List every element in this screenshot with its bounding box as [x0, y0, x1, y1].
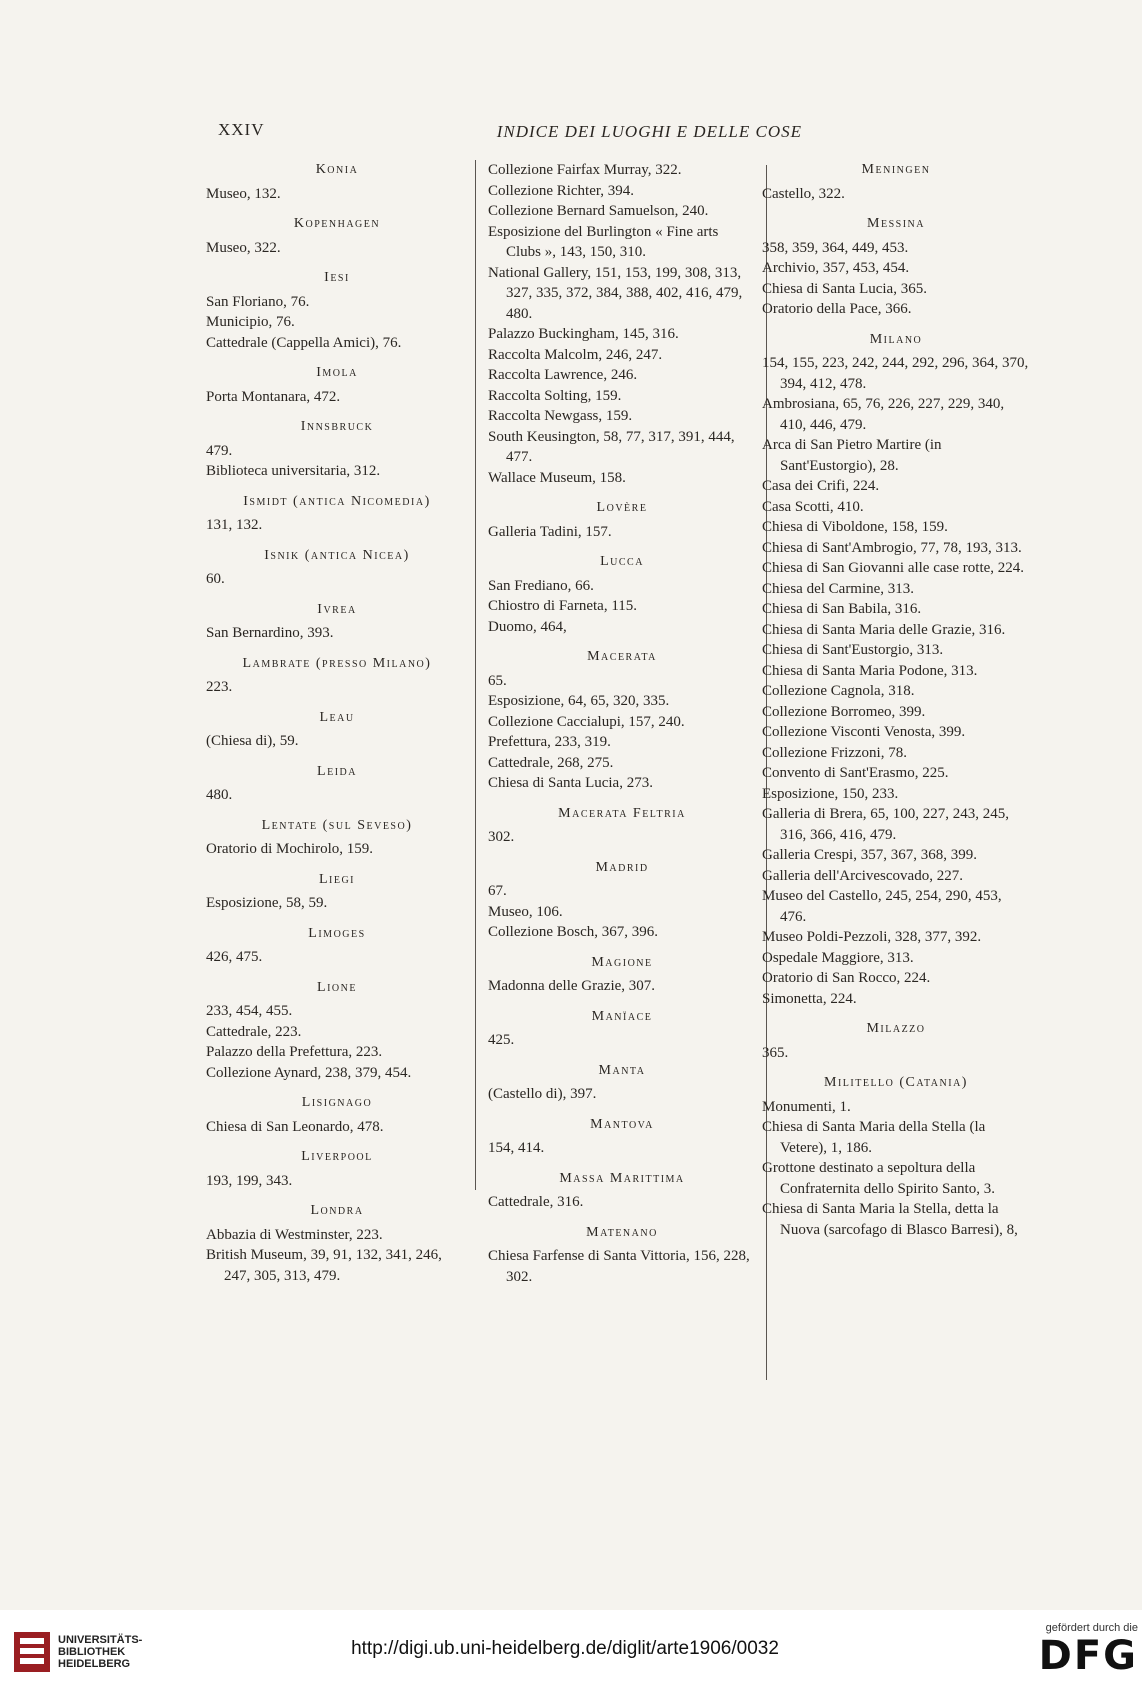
index-entry: Collezione Cagnola, 318. [762, 683, 915, 699]
index-entry: Casa Scotti, 410. [762, 498, 864, 515]
place-heading: Lambrate (presso Milano) [242, 655, 432, 671]
index-column-1 [206, 160, 468, 1286]
index-entry: Museo Poldi-Pezzoli, 328, 377, 392. [762, 929, 982, 945]
index-entry: Collezione Borromeo, 399. [762, 703, 926, 720]
index-entry: Esposizione, 150, 233. [762, 785, 899, 802]
index-entry: Collezione Fairfax Murray, 322. [488, 162, 682, 178]
place-heading: Kopenhagen [293, 216, 381, 231]
column-divider [475, 160, 476, 1190]
index-column-2 [488, 160, 756, 1287]
index-entry: 154, 155, 223, 242, 244, 292, 296, 364, 370, 394, 412, 478. [762, 355, 1029, 392]
place-heading: Madrid [595, 859, 649, 875]
index-entry: San Frediano, 66. [488, 577, 594, 594]
index-entry: Cattedrale, 316. [488, 1194, 584, 1210]
index-entry: Chiesa di San Giovanni alle case rotte, 224. [762, 560, 1025, 576]
place-heading: Lione [317, 979, 357, 995]
index-entry: Grottone destinato a sepoltura della Confraternita dello Spirito Santo, 3. [762, 1160, 995, 1197]
index-entry: Raccolta Malcolm, 246, 247. [488, 346, 663, 363]
index-entry: Collezione Frizzoni, 78. [762, 744, 907, 761]
library-seal-icon [12, 1630, 52, 1674]
index-entry: (Castello di), 397. [488, 1086, 597, 1102]
place-heading: Massa Marittima [559, 1170, 685, 1186]
index-entry: San Floriano, 76. [206, 293, 310, 310]
index-entry: Oratorio della Pace, 366. [762, 301, 912, 317]
index-entry: Chiesa di Santa Maria della Stella (la Vetere), 1, 186. [762, 1119, 986, 1156]
index-entry: Chiesa Farfense di Santa Vittoria, 156, 228, 302. [488, 1248, 750, 1285]
index-entry: Municipio, 76. [206, 314, 295, 330]
place-heading: Lovère [596, 500, 648, 515]
index-entry: South Keusington, 58, 77, 317, 391, 444, 477. [488, 428, 735, 465]
index-entry: 193, 199, 343. [206, 1172, 293, 1189]
place-heading: Mantova [590, 1116, 654, 1132]
index-entry: Chiesa di San Leonardo, 478. [206, 1118, 384, 1135]
place-heading: Limoges [308, 925, 366, 941]
index-entry: Collezione Visconti Venosta, 399. [762, 724, 966, 740]
place-heading: Militello (Catania) [824, 1075, 968, 1090]
index-entry: Chiesa di Sant'Ambrogio, 77, 78, 193, 313. [762, 539, 1022, 556]
index-entry: Duomo, 464, [488, 618, 567, 635]
index-entry: 65. [488, 672, 507, 689]
index-entry: Museo del Castello, 245, 254, 290, 453, 476. [762, 888, 1002, 925]
index-entry: Raccolta Solting, 159. [488, 387, 622, 404]
index-entry: Abbazia di Westminster, 223. [206, 1226, 383, 1243]
index-entry: 223. [206, 679, 233, 695]
index-entry: Cattedrale, 268, 275. [488, 754, 614, 771]
index-entry: Chiesa di Santa Maria la Stella, detta la Nuova (sarcofago di Blasco Barresi), 8, [762, 1201, 1018, 1238]
index-entry: Museo, 322. [206, 239, 281, 256]
place-heading: Lentate (sul Seveso) [261, 817, 413, 833]
index-entry: 60. [206, 571, 225, 587]
index-entry: Porta Montanara, 472. [206, 388, 341, 405]
place-heading: Ismidt (antica Nicomedia) [243, 493, 431, 509]
index-entry: Collezione Caccialupi, 157, 240. [488, 713, 685, 730]
index-entry: Galleria di Brera, 65, 100, 227, 243, 245, 316, 366, 416, 479. [762, 806, 1010, 843]
footer-bar [0, 1610, 1142, 1697]
place-heading: Leau [319, 709, 355, 725]
index-entry: 425. [488, 1032, 515, 1048]
index-entry: Museo, 106. [488, 903, 563, 920]
place-heading: Ivrea [317, 601, 357, 617]
index-entry: Chiesa di Santa Maria Podone, 313. [762, 662, 978, 679]
index-entry: 233, 454, 455. [206, 1003, 293, 1019]
dfg-logo-icon: DFG [1038, 1633, 1138, 1679]
place-heading: Milazzo [866, 1021, 926, 1036]
index-entry: Esposizione del Burlington « Fine arts Clubs », 143, 150, 310. [488, 223, 719, 260]
index-entry: Biblioteca universitaria, 312. [206, 463, 381, 479]
index-entry: Monumenti, 1. [762, 1098, 851, 1115]
index-entry: Prefettura, 233, 319. [488, 734, 611, 750]
place-heading: Konia [315, 162, 359, 177]
index-entry: Cattedrale, 223. [206, 1023, 302, 1040]
index-entry: Castello, 322. [762, 185, 845, 202]
place-heading: Manïace [591, 1008, 653, 1024]
index-entry: Archivio, 357, 453, 454. [762, 260, 910, 276]
place-heading: Meningen [861, 162, 931, 177]
index-entry: Museo, 132. [206, 185, 281, 202]
funder-label: gefördert durch die [1045, 1622, 1138, 1634]
index-entry: Chiesa di Sant'Eustorgio, 313. [762, 642, 944, 658]
index-entry: 479. [206, 442, 233, 459]
index-entry: 358, 359, 364, 449, 453. [762, 239, 909, 256]
index-entry: 365. [762, 1044, 789, 1061]
place-heading: Iesi [324, 270, 350, 285]
index-entry: Collezione Aynard, 238, 379, 454. [206, 1064, 412, 1081]
index-entry: Esposizione, 64, 65, 320, 335. [488, 693, 670, 709]
funder-logo[interactable] [1010, 1622, 1138, 1692]
index-entry: Chiesa di Santa Lucia, 365. [762, 280, 927, 297]
index-entry: Wallace Museum, 158. [488, 469, 626, 486]
index-entry: Chiostro di Farneta, 115. [488, 598, 638, 614]
index-entry: Chiesa di Santa Maria delle Grazie, 316. [762, 621, 1006, 638]
index-entry: Casa dei Crifi, 224. [762, 478, 880, 494]
index-entry: Collezione Richter, 394. [488, 182, 635, 199]
index-entry: 426, 475. [206, 949, 263, 965]
index-entry: 131, 132. [206, 517, 263, 533]
index-entry: Chiesa del Carmine, 313. [762, 580, 915, 597]
index-entry: Arca di San Pietro Martire (in Sant'Eustorgio), 28. [762, 437, 942, 474]
place-heading: Lisignago [301, 1095, 373, 1110]
place-heading: Magione [591, 954, 653, 970]
page-number: XXIV [218, 120, 265, 139]
index-entry: 67. [488, 883, 507, 899]
index-entry: 154, 414. [488, 1140, 545, 1156]
place-heading: Lucca [600, 554, 644, 569]
index-entry: Cattedrale (Cappella Amici), 76. [206, 334, 402, 351]
index-column-3 [762, 160, 1030, 1240]
index-entry: Esposizione, 58, 59. [206, 895, 328, 911]
library-logo[interactable] [12, 1628, 162, 1678]
index-entry: Collezione Bosch, 367, 396. [488, 924, 658, 940]
place-heading: Innsbruck [300, 419, 374, 434]
index-entry: 480. [206, 787, 233, 803]
index-entry: Simonetta, 224. [762, 990, 857, 1007]
index-entry: Ospedale Maggiore, 313. [762, 949, 914, 966]
place-heading: Liegi [318, 871, 356, 887]
index-entry: San Bernardino, 393. [206, 625, 334, 641]
page-header [218, 120, 802, 150]
index-entry: Galleria Crespi, 357, 367, 368, 399. [762, 847, 977, 863]
index-entry: Raccolta Newgass, 159. [488, 408, 633, 424]
place-heading: Macerata [587, 649, 657, 664]
index-entry: British Museum, 39, 91, 132, 341, 246, 247, 305, 313, 479. [206, 1247, 442, 1284]
index-entry: Collezione Bernard Samuelson, 240. [488, 203, 709, 219]
index-entry: Palazzo della Prefettura, 223. [206, 1044, 383, 1060]
place-heading: Milano [869, 331, 923, 347]
library-name: UNIVERSITÄTS- BIBLIOTHEK HEIDELBERG [58, 1634, 143, 1670]
place-heading: Manta [598, 1062, 646, 1078]
place-heading: Leida [317, 763, 357, 779]
source-url-link[interactable]: http://digi.ub.uni-heidelberg.de/diglit/arte1906/0032 [351, 1638, 779, 1659]
place-heading: Matenano [586, 1224, 658, 1240]
index-entry: Chiesa di San Babila, 316. [762, 601, 922, 617]
index-entry: Chiesa di Santa Lucia, 273. [488, 775, 653, 791]
index-entry: Oratorio di San Rocco, 224. [762, 970, 931, 986]
index-entry: Galleria dell'Arcivescovado, 227. [762, 867, 963, 884]
place-heading: Imola [316, 365, 358, 380]
place-heading: Isnik (antica Nicea) [264, 547, 410, 563]
index-entry: Raccolta Lawrence, 246. [488, 367, 638, 383]
index-entry: Chiesa di Viboldone, 158, 159. [762, 519, 948, 535]
place-heading: Liverpool [301, 1149, 373, 1164]
index-entry: Oratorio di Mochirolo, 159. [206, 841, 374, 857]
running-title: INDICE DEI LUOGHI E DELLE COSE [496, 122, 802, 141]
place-heading: Londra [310, 1203, 364, 1218]
index-entry: Ambrosiana, 65, 76, 226, 227, 229, 340, 410, 446, 479. [762, 396, 1005, 433]
index-entry: Convento di Sant'Erasmo, 225. [762, 765, 949, 781]
place-heading: Messina [867, 216, 925, 231]
index-entry: National Gallery, 151, 153, 199, 308, 313, 327, 335, 372, 384, 388, 402, 416, 479, 480. [488, 264, 743, 322]
index-entry: Madonna delle Grazie, 307. [488, 978, 656, 994]
index-entry: (Chiesa di), 59. [206, 733, 299, 749]
place-heading: Macerata Feltria [558, 805, 686, 821]
index-entry: Galleria Tadini, 157. [488, 523, 612, 540]
index-entry: 302. [488, 829, 515, 845]
index-entry: Palazzo Buckingham, 145, 316. [488, 326, 679, 342]
